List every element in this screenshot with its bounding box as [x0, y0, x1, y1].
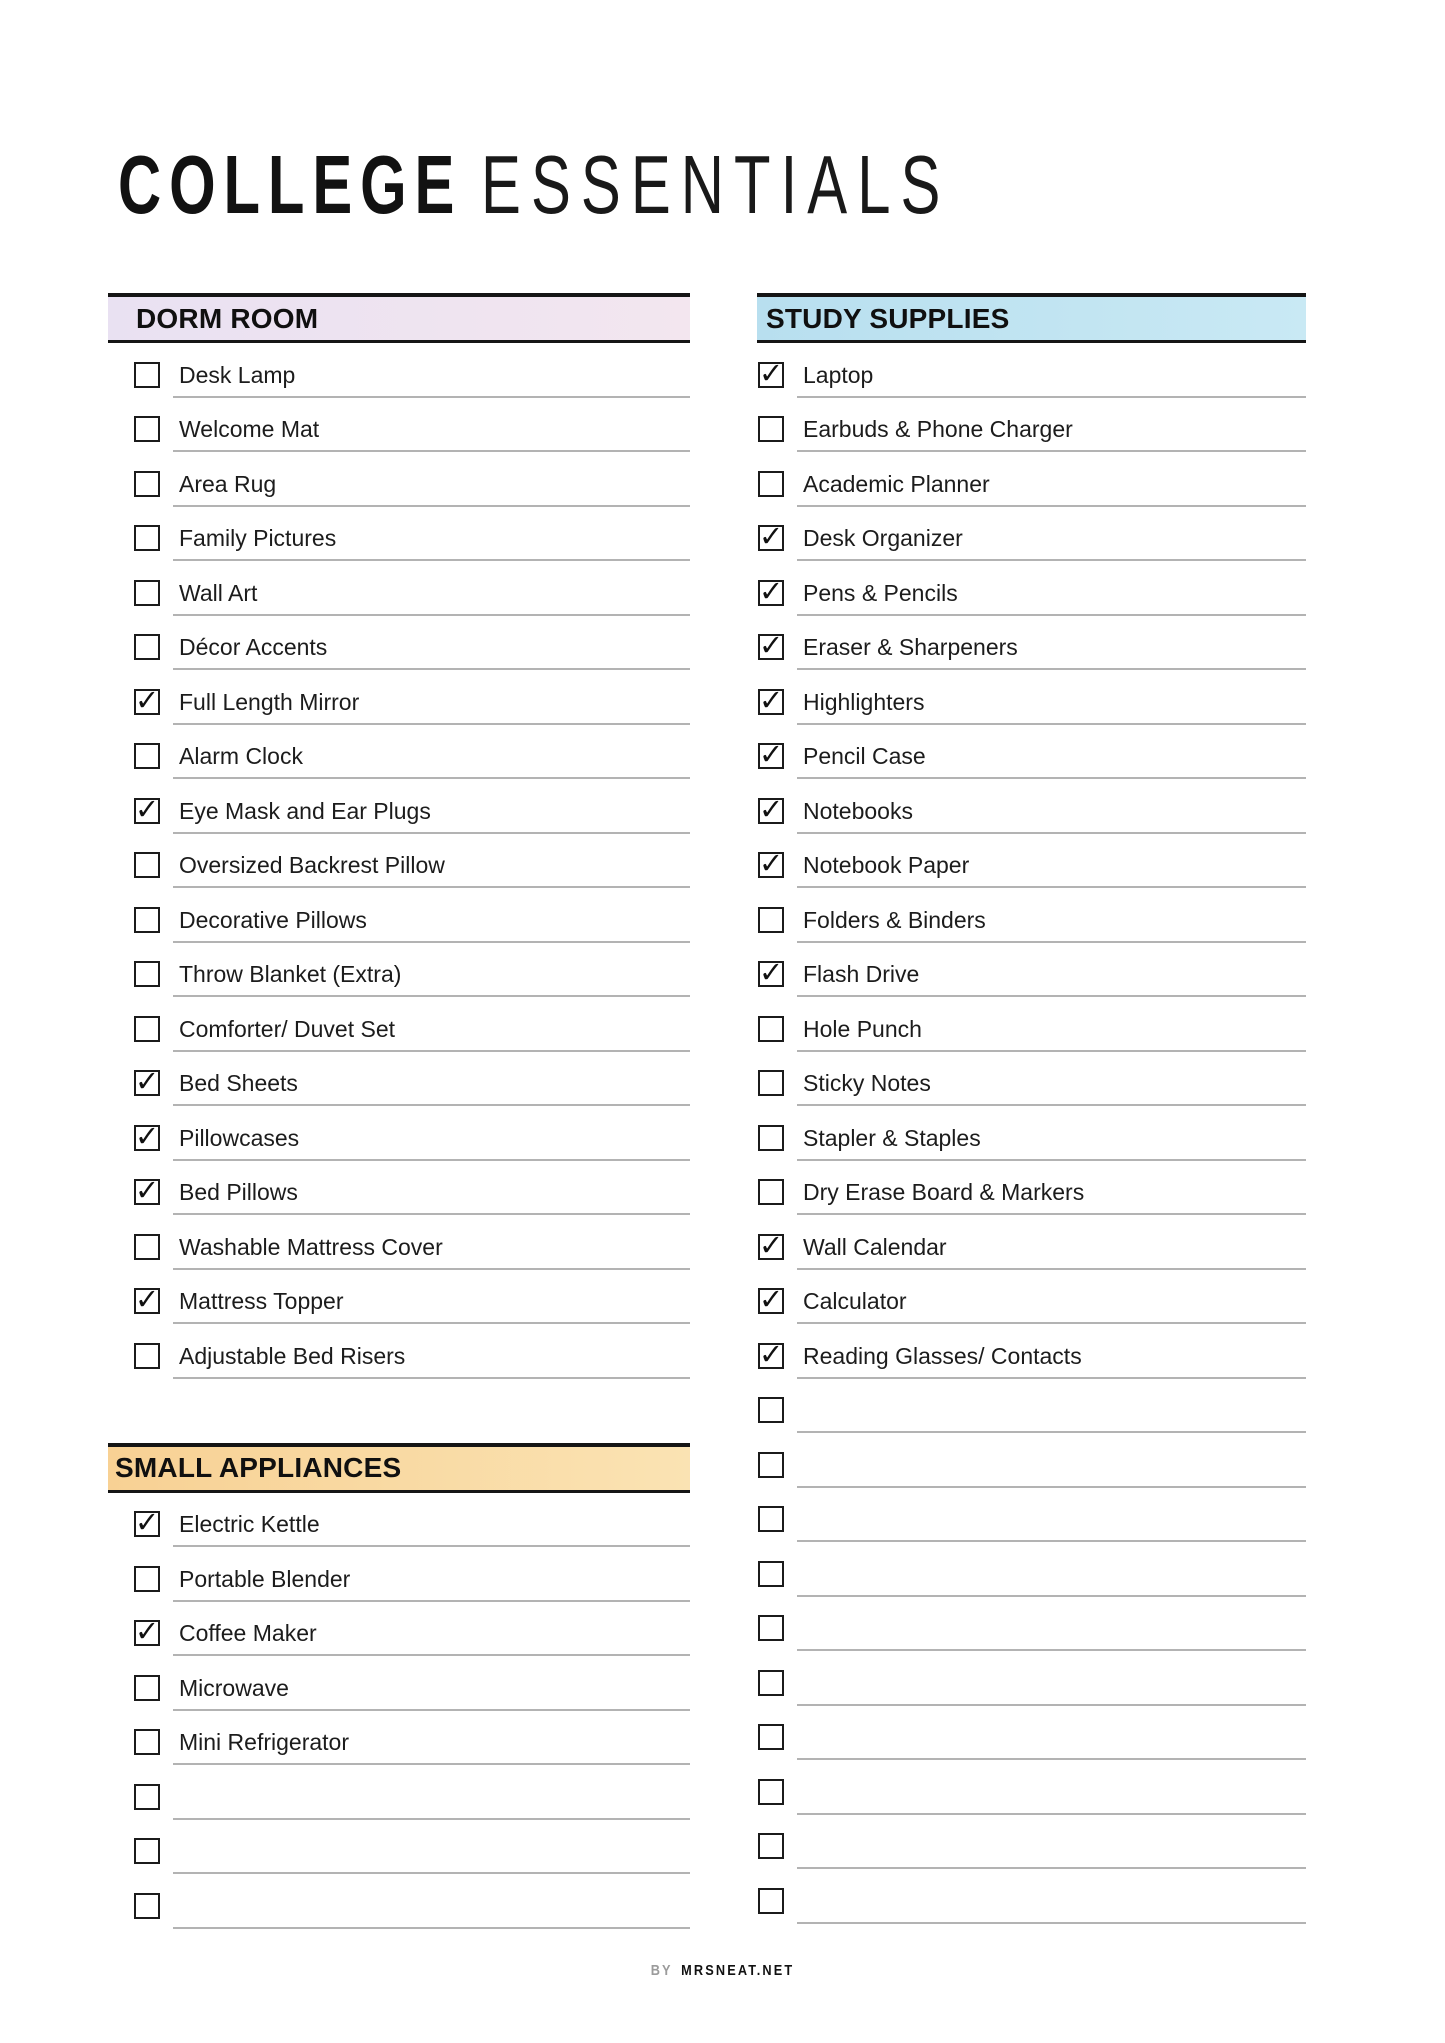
write-in-line[interactable] — [797, 1379, 1306, 1434]
checklist-row — [108, 1270, 690, 1325]
checkbox[interactable] — [134, 525, 160, 551]
checkbox[interactable] — [758, 1016, 784, 1042]
checklist-row — [757, 507, 1306, 562]
item-label: Microwave — [173, 1656, 690, 1711]
checkbox[interactable] — [134, 1614, 160, 1649]
checkbox[interactable] — [758, 519, 784, 554]
write-in-line[interactable] — [173, 1820, 690, 1875]
checklist-row — [757, 1052, 1306, 1107]
item-label: Pencil Case — [797, 725, 1306, 780]
checkbox[interactable] — [758, 1397, 784, 1423]
checklist-row — [757, 1161, 1306, 1216]
checklist-row — [108, 1052, 690, 1107]
write-in-line[interactable] — [797, 1760, 1306, 1815]
checkbox[interactable] — [758, 1724, 784, 1750]
section-header — [108, 293, 690, 343]
checkmark-icon: ✓ — [759, 573, 784, 608]
checkbox[interactable] — [758, 416, 784, 442]
checklist-row — [757, 725, 1306, 780]
item-label: Desk Lamp — [173, 343, 690, 398]
checklist-row — [108, 1656, 690, 1711]
item-label: Calculator — [797, 1270, 1306, 1325]
checkbox[interactable] — [134, 1234, 160, 1260]
checklist-row — [757, 343, 1306, 398]
item-label: Folders & Binders — [797, 888, 1306, 943]
item-label: Stapler & Staples — [797, 1106, 1306, 1161]
checkbox[interactable] — [134, 1729, 160, 1755]
checkbox[interactable] — [134, 580, 160, 606]
item-label: Eye Mask and Ear Plugs — [173, 779, 690, 834]
checklist-row — [757, 888, 1306, 943]
checkbox[interactable] — [134, 362, 160, 388]
checkmark-icon: ✓ — [135, 1118, 160, 1153]
checkbox[interactable] — [134, 416, 160, 442]
checkbox[interactable] — [758, 1506, 784, 1532]
checklist-row — [757, 670, 1306, 725]
write-in-line[interactable] — [797, 1542, 1306, 1597]
item-label: Academic Planner — [797, 452, 1306, 507]
section-items — [108, 343, 690, 1379]
checklist-row — [757, 997, 1306, 1052]
checkbox[interactable] — [758, 471, 784, 497]
checkmark-icon: ✓ — [135, 1614, 160, 1649]
item-label: Full Length Mirror — [173, 670, 690, 725]
checkbox[interactable] — [758, 1282, 784, 1317]
checklist-row — [108, 1324, 690, 1379]
checklist-row — [757, 1324, 1306, 1379]
checkbox[interactable] — [758, 1888, 784, 1914]
section-dorm-room — [108, 293, 690, 1379]
item-label: Coffee Maker — [173, 1602, 690, 1657]
checkmark-icon: ✓ — [759, 628, 784, 663]
section-title: SMALL APPLIANCES — [115, 1452, 402, 1483]
footer-credit — [108, 1963, 1336, 1978]
checklist-row — [108, 888, 690, 943]
item-label: Throw Blanket (Extra) — [173, 943, 690, 998]
item-label: Sticky Notes — [797, 1052, 1306, 1107]
checkbox[interactable] — [134, 634, 160, 660]
checklist-row — [757, 1869, 1306, 1924]
checkbox[interactable] — [758, 1452, 784, 1478]
item-label: Dry Erase Board & Markers — [797, 1161, 1306, 1216]
checkbox[interactable] — [758, 1125, 784, 1151]
checkbox[interactable] — [134, 1675, 160, 1701]
checklist-row — [108, 1106, 690, 1161]
checkbox[interactable] — [134, 1173, 160, 1208]
section-title: STUDY SUPPLIES — [766, 302, 1010, 334]
item-label: Reading Glasses/ Contacts — [797, 1324, 1306, 1379]
checklist-row — [108, 1820, 690, 1875]
checkbox[interactable] — [134, 682, 160, 717]
item-label: Mattress Topper — [173, 1270, 690, 1325]
checklist-row — [108, 616, 690, 671]
checkbox[interactable] — [134, 743, 160, 769]
checklist-row — [108, 1493, 690, 1548]
checkbox[interactable] — [758, 628, 784, 663]
write-in-line[interactable] — [797, 1433, 1306, 1488]
checklist-row — [757, 1815, 1306, 1870]
checkbox[interactable] — [758, 955, 784, 990]
checkbox[interactable] — [134, 1784, 160, 1810]
checklist-row — [757, 1215, 1306, 1270]
page-title-primary: COLLEGE — [118, 138, 463, 232]
item-label: Desk Organizer — [797, 507, 1306, 562]
checkbox[interactable] — [134, 1566, 160, 1592]
checkbox[interactable] — [758, 1833, 784, 1859]
section-study-supplies — [757, 293, 1306, 1924]
checklist-column-left — [108, 293, 690, 1929]
checkbox[interactable] — [758, 573, 784, 608]
checkbox[interactable] — [758, 1227, 784, 1262]
checklist-row — [108, 997, 690, 1052]
write-in-line[interactable] — [173, 1765, 690, 1820]
checklist-row — [108, 1874, 690, 1929]
checklist-row — [757, 561, 1306, 616]
checklist-row — [108, 1547, 690, 1602]
footer-by-label: BY — [650, 1962, 673, 1979]
checkbox[interactable] — [134, 1064, 160, 1099]
checkmark-icon: ✓ — [135, 791, 160, 826]
item-label: Alarm Clock — [173, 725, 690, 780]
item-label: Wall Art — [173, 561, 690, 616]
checkbox[interactable] — [758, 1670, 784, 1696]
checklist-row — [757, 1542, 1306, 1597]
item-label: Decorative Pillows — [173, 888, 690, 943]
checkmark-icon: ✓ — [759, 519, 784, 554]
page-title — [118, 138, 951, 232]
footer-brand: MRSNEAT.NET — [681, 1962, 795, 1979]
item-label: Pillowcases — [173, 1106, 690, 1161]
checkbox[interactable] — [134, 1016, 160, 1042]
checkbox[interactable] — [134, 1118, 160, 1153]
checkbox[interactable] — [758, 355, 784, 390]
item-label: Electric Kettle — [173, 1493, 690, 1548]
checkmark-icon: ✓ — [135, 682, 160, 717]
item-label: Décor Accents — [173, 616, 690, 671]
checkbox[interactable] — [758, 1070, 784, 1096]
checklist-row — [757, 616, 1306, 671]
item-label: Earbuds & Phone Charger — [797, 398, 1306, 453]
checkmark-icon: ✓ — [135, 1173, 160, 1208]
checkmark-icon: ✓ — [135, 1282, 160, 1317]
item-label: Bed Pillows — [173, 1161, 690, 1216]
checklist-row — [108, 398, 690, 453]
checklist-row — [108, 1711, 690, 1766]
item-label: Bed Sheets — [173, 1052, 690, 1107]
checkmark-icon: ✓ — [759, 737, 784, 772]
checklist-row — [757, 1379, 1306, 1434]
checkbox[interactable] — [134, 471, 160, 497]
checklist-row — [757, 1106, 1306, 1161]
checklist-row — [757, 834, 1306, 889]
item-label: Pens & Pencils — [797, 561, 1306, 616]
section-header — [757, 293, 1306, 343]
checkbox[interactable] — [758, 1615, 784, 1641]
section-title: DORM ROOM — [136, 302, 319, 334]
checkmark-icon: ✓ — [759, 682, 784, 717]
checklist-row — [757, 1706, 1306, 1761]
item-label: Comforter/ Duvet Set — [173, 997, 690, 1052]
item-label: Adjustable Bed Risers — [173, 1324, 690, 1379]
checkmark-icon: ✓ — [135, 1064, 160, 1099]
checkbox[interactable] — [134, 1505, 160, 1540]
checkmark-icon: ✓ — [759, 955, 784, 990]
item-label: Laptop — [797, 343, 1306, 398]
write-in-line[interactable] — [797, 1815, 1306, 1870]
write-in-line[interactable] — [797, 1651, 1306, 1706]
checklist-row — [108, 1215, 690, 1270]
item-label: Family Pictures — [173, 507, 690, 562]
section-small-appliances — [108, 1443, 690, 1929]
checklist-row — [108, 343, 690, 398]
write-in-line[interactable] — [797, 1488, 1306, 1543]
checkbox[interactable] — [134, 1893, 160, 1919]
item-label: Oversized Backrest Pillow — [173, 834, 690, 889]
item-label: Highlighters — [797, 670, 1306, 725]
checklist-row — [757, 1270, 1306, 1325]
checklist-row — [108, 452, 690, 507]
checkmark-icon: ✓ — [759, 355, 784, 390]
checklist-row — [757, 1760, 1306, 1815]
write-in-line[interactable] — [797, 1706, 1306, 1761]
checkbox[interactable] — [134, 961, 160, 987]
checklist-row — [757, 1488, 1306, 1543]
item-label: Welcome Mat — [173, 398, 690, 453]
checkmark-icon: ✓ — [135, 1505, 160, 1540]
checkbox[interactable] — [134, 1838, 160, 1864]
checklist-row — [108, 725, 690, 780]
item-label: Wall Calendar — [797, 1215, 1306, 1270]
item-label: Portable Blender — [173, 1547, 690, 1602]
checkmark-icon: ✓ — [759, 1282, 784, 1317]
section-items — [757, 343, 1306, 1924]
checklist-row — [757, 1433, 1306, 1488]
checkbox[interactable] — [134, 1343, 160, 1369]
item-label: Notebook Paper — [797, 834, 1306, 889]
item-label: Hole Punch — [797, 997, 1306, 1052]
checklist-row — [757, 398, 1306, 453]
page-title-secondary: ESSENTIALS — [481, 138, 951, 232]
write-in-line[interactable] — [173, 1874, 690, 1929]
checkbox[interactable] — [134, 791, 160, 826]
checklist-row — [108, 943, 690, 998]
item-label: Mini Refrigerator — [173, 1711, 690, 1766]
checklist-row — [757, 779, 1306, 834]
checkbox[interactable] — [134, 1282, 160, 1317]
item-label: Washable Mattress Cover — [173, 1215, 690, 1270]
section-items — [108, 1493, 690, 1929]
checkbox[interactable] — [134, 907, 160, 933]
checkmark-icon: ✓ — [759, 1336, 784, 1371]
checklist-row — [108, 779, 690, 834]
checkbox[interactable] — [758, 1779, 784, 1805]
item-label: Flash Drive — [797, 943, 1306, 998]
checkbox[interactable] — [134, 852, 160, 878]
checkbox[interactable] — [758, 737, 784, 772]
checklist-row — [108, 1765, 690, 1820]
checklist-row — [757, 943, 1306, 998]
checkbox[interactable] — [758, 791, 784, 826]
checklist-row — [108, 834, 690, 889]
checkbox[interactable] — [758, 1336, 784, 1371]
item-label: Area Rug — [173, 452, 690, 507]
checkbox[interactable] — [758, 907, 784, 933]
item-label: Notebooks — [797, 779, 1306, 834]
item-label: Eraser & Sharpeners — [797, 616, 1306, 671]
write-in-line[interactable] — [797, 1597, 1306, 1652]
checklist-row — [108, 507, 690, 562]
checkbox[interactable] — [758, 846, 784, 881]
write-in-line[interactable] — [797, 1869, 1306, 1924]
checklist-row — [108, 1602, 690, 1657]
checkbox[interactable] — [758, 682, 784, 717]
checklist-row — [757, 1597, 1306, 1652]
checkmark-icon: ✓ — [759, 846, 784, 881]
checklist-row — [108, 1161, 690, 1216]
section-header — [108, 1443, 690, 1493]
checklist-row — [757, 1651, 1306, 1706]
checklist-row — [757, 452, 1306, 507]
checklist-row — [108, 561, 690, 616]
checkmark-icon: ✓ — [759, 1227, 784, 1262]
checklist-row — [108, 670, 690, 725]
checkbox[interactable] — [758, 1561, 784, 1587]
checkbox[interactable] — [758, 1179, 784, 1205]
checkmark-icon: ✓ — [759, 791, 784, 826]
checklist-column-right — [757, 293, 1306, 1924]
